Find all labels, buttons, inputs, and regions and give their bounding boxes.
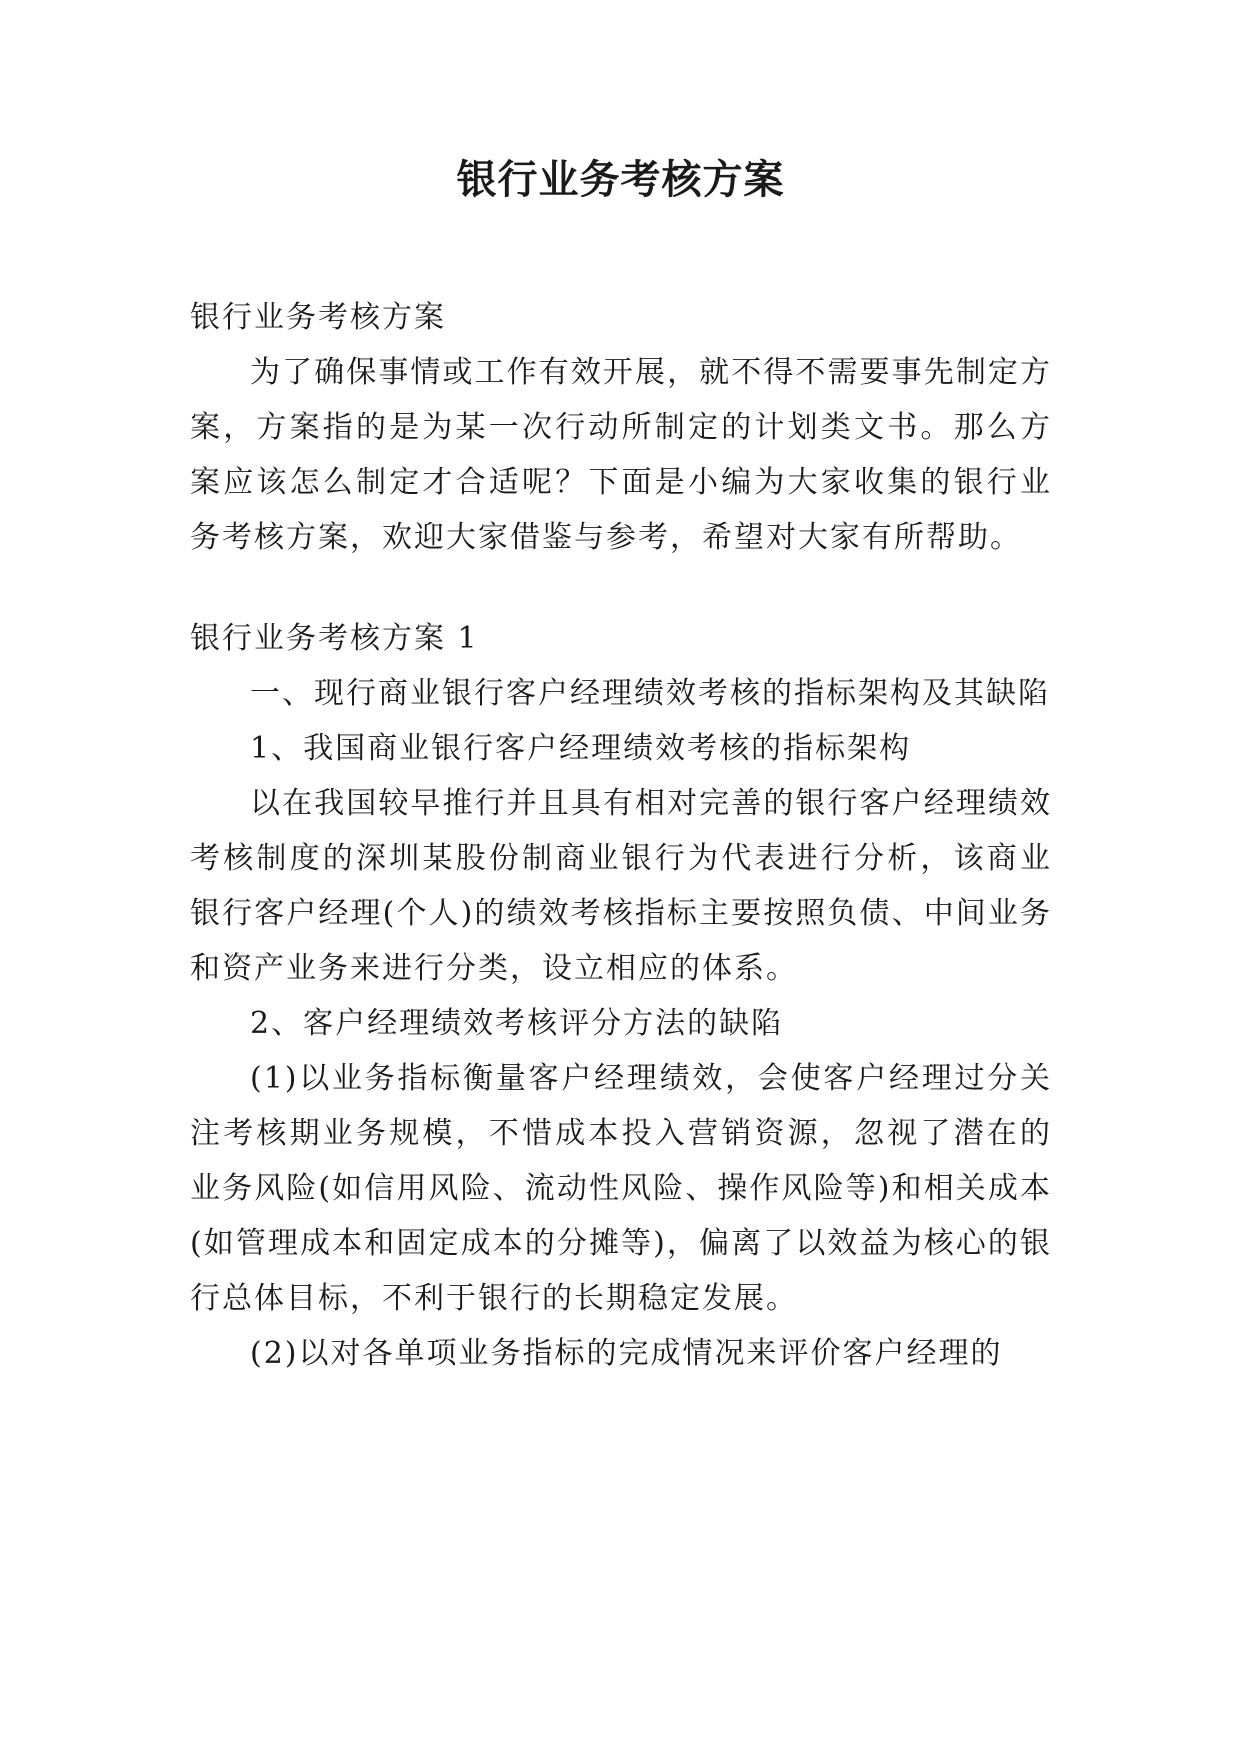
section-heading: 银行业务考核方案 1 [190, 621, 479, 656]
document-body [190, 290, 1052, 1381]
document-title: 银行业务考核方案 [456, 157, 785, 203]
body-paragraph: (1)以业务指标衡量客户经理绩效，会使客户经理过分关注考核期业务规模，不惜成本投入营销资源，忽视了潜在的业务风险(如信用风险、流动性风险、操作风险等)和相关成本(如管理成本和固定成本的分摊等)，偏离了以效益为核心的银行总体目标，不利于银行的长期稳定发展。 [190, 1061, 1052, 1316]
list-item-heading: 2、客户经理绩效考核评分方法的缺陷 [250, 1006, 784, 1041]
intro-paragraph: 为了确保事情或工作有效开展，就不得不需要事先制定方案，方案指的是为某一次行动所制定的计划类文书。那么方案应该怎么制定才合适呢？下面是小编为大家收集的银行业务考核方案，欢迎大家借鉴与参考，希望对大家有所帮助。 [190, 355, 1052, 555]
body-paragraph: (2)以对各单项业务指标的完成情况来评价客户经理的 [250, 1336, 1003, 1371]
body-paragraph: 以在我国较早推行并且具有相对完善的银行客户经理绩效考核制度的深圳某股份制商业银行为代表进行分析，该商业银行客户经理(个人)的绩效考核指标主要按照负债、中间业务和资产业务来进行分类，设立相应的体系。 [190, 786, 1052, 986]
section-heading: 银行业务考核方案 [190, 300, 446, 335]
list-item-heading: 1、我国商业银行客户经理绩效考核的指标架构 [250, 731, 912, 766]
subsection-heading: 一、现行商业银行客户经理绩效考核的指标架构及其缺陷 [250, 676, 1050, 711]
